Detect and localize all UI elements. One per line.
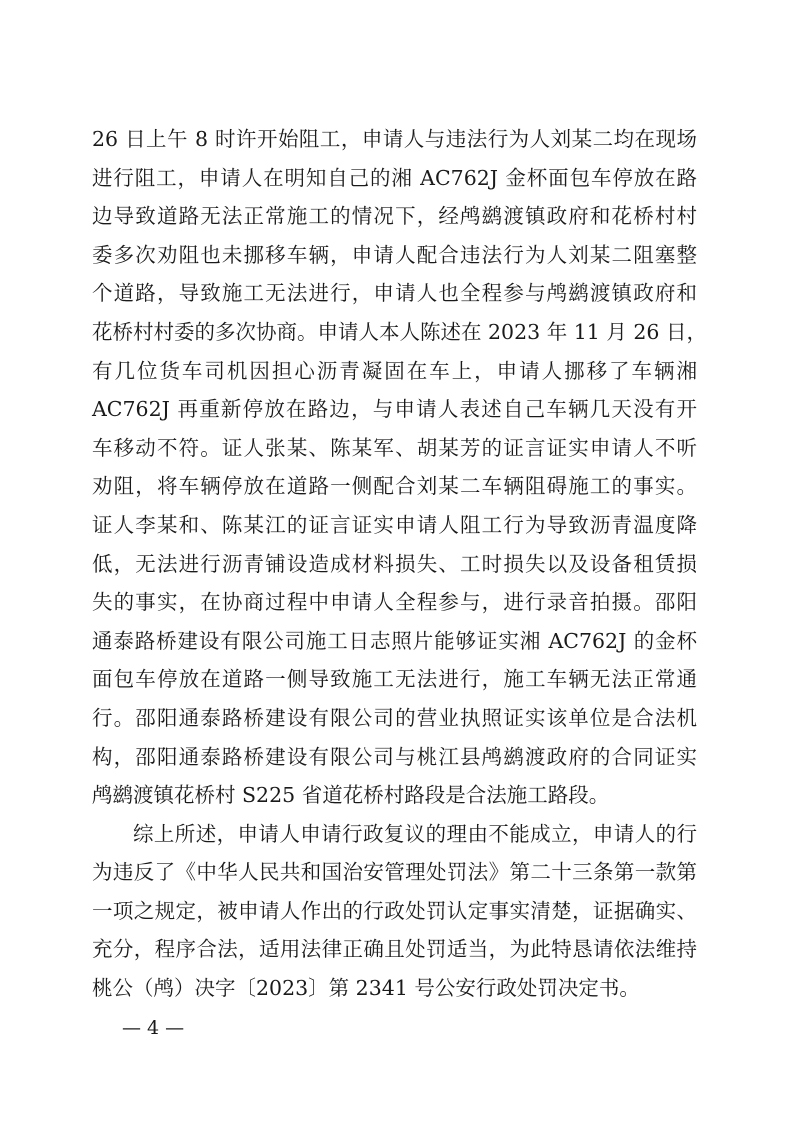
- text-line: 车移动不符。证人张某、陈某军、胡某芳的证言证实申请人不听: [92, 435, 697, 460]
- text-line: 有几位货车司机因担心沥青凝固在车上，申请人挪移了车辆湘: [92, 358, 697, 383]
- text-line: 进行阻工，申请人在明知自己的湘 AC762J 金杯面包车停放在路: [92, 165, 697, 190]
- text-line: 26 日上午 8 时许开始阻工，申请人与违法行为人刘某二均在现场: [92, 127, 697, 151]
- text-line: 个道路，导致施工无法进行，申请人也全程参与鸬鹚渡镇政府和: [92, 281, 697, 306]
- text-line: 证人李某和、陈某江的证言证实申请人阻工行为导致沥青温度降: [92, 512, 697, 537]
- page-number: — 4 —: [122, 1017, 185, 1039]
- text-line: 为违反了《中华人民共和国治安管理处罚法》第二十三条第一款第: [92, 860, 697, 885]
- text-line: AC762J 再重新停放在路边，与申请人表述自己车辆几天没有开: [92, 397, 697, 422]
- text-line: 劝阻，将车辆停放在道路一侧配合刘某二车辆阻碍施工的事实。: [92, 474, 697, 499]
- text-line: 行。邵阳通泰路桥建设有限公司的营业执照证实该单位是合法机: [92, 705, 697, 730]
- text-line: 低，无法进行沥青铺设造成材料损失、工时损失以及设备租赁损: [92, 551, 697, 576]
- text-line: 花桥村村委的多次协商。申请人本人陈述在 2023 年 11 月 26 日，: [92, 319, 707, 344]
- text-line: 通泰路桥建设有限公司施工日志照片能够证实湘 AC762J 的金杯: [92, 628, 697, 653]
- document-body: [92, 120, 707, 1008]
- text-line: 桃公（鸬）决字〔2023〕第 2341 号公安行政处罚决定书。: [92, 976, 640, 1001]
- text-line: 失的事实，在协商过程中申请人全程参与，进行录音拍摄。邵阳: [92, 590, 697, 615]
- text-line: 委多次劝阻也未挪移车辆，申请人配合违法行为人刘某二阻塞整: [92, 242, 697, 267]
- text-line: 一项之规定，被申请人作出的行政处罚认定事实清楚，证据确实、: [92, 898, 697, 923]
- text-line: 综上所述，申请人申请行政复议的理由不能成立，申请人的行: [133, 821, 697, 846]
- text-line: 面包车停放在道路一侧导致施工无法进行，施工车辆无法正常通: [92, 667, 697, 692]
- text-line: 边导致道路无法正常施工的情况下，经鸬鹚渡镇政府和花桥村村: [92, 204, 697, 229]
- text-line: 充分，程序合法，适用法律正确且处罚适当，为此特恳请依法维持: [92, 937, 697, 962]
- text-line: 鸬鹚渡镇花桥村 S225 省道花桥村路段是合法施工路段。: [92, 783, 610, 808]
- text-line: 构，邵阳通泰路桥建设有限公司与桃江县鸬鹚渡政府的合同证实: [92, 744, 697, 769]
- paragraph-facts: [92, 120, 707, 815]
- paragraph-conclusion: [92, 815, 697, 1008]
